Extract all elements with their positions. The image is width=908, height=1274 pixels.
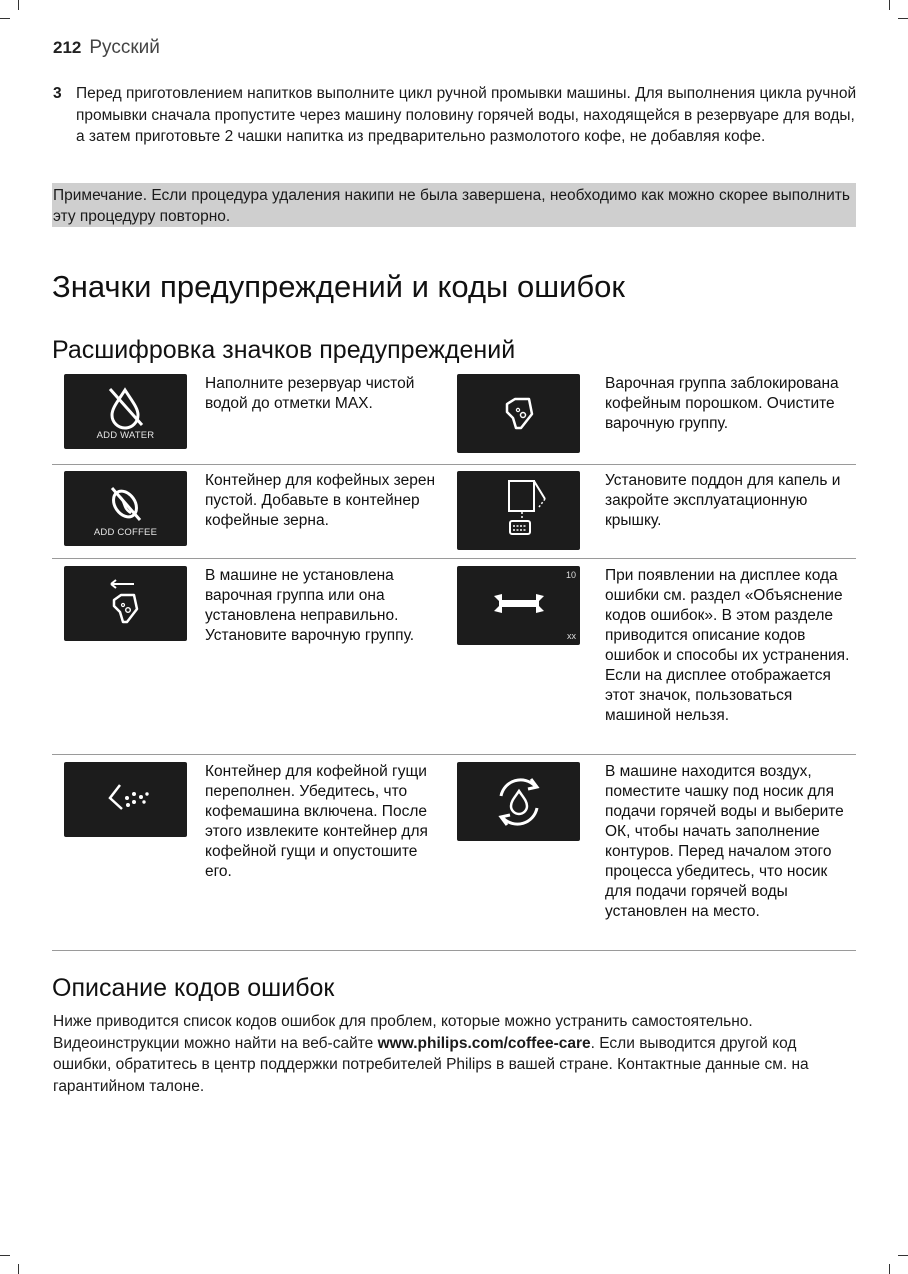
warning-icon-box [64, 762, 187, 837]
page-number: 212 [53, 38, 82, 57]
subsection-warnings-title: Расшифровка значков предупреждений [52, 336, 516, 364]
warning-text: Контейнер для кофейных зерен пустой. Добавьте в контейнер кофейные зерна. [205, 472, 436, 529]
warning-text: Наполните резервуар чистой водой до отметки MAX. [205, 375, 415, 412]
crop-mark [898, 1255, 908, 1256]
warning-icon-box [457, 762, 580, 841]
table-row [52, 559, 856, 755]
step-text: Перед приготовлением напитков выполните цикл ручной промывки машины. Для выполнения цикла ручной промывки сначала пропустите через машину половину горячей воды, находящейся в резервуаре для воды, а затем приготовьте 2 чашки напитка из предварительно размолотого кофе, не добавляя кофе. [76, 85, 857, 145]
table-row [52, 465, 856, 559]
warning-icon-box [457, 471, 580, 550]
icon-corner-code: xx [567, 631, 576, 641]
wrench-icon [457, 566, 580, 645]
icon-corner-code: 10 [565, 570, 576, 580]
language-label: Русский [89, 37, 160, 58]
icon-label: ADD COFFEE [93, 527, 158, 538]
table-row [52, 755, 856, 951]
errors-paragraph-part1: Ниже приводится список кодов ошибок для проблем, которые можно устранить самостоятельно. Видеоинструкции можно найти на веб-сайте [53, 1013, 753, 1052]
page-header [53, 37, 160, 59]
insert-brew-group-icon [64, 566, 187, 641]
warning-icon-box [64, 374, 187, 449]
warning-icons-table [52, 369, 856, 951]
warning-icon-box [457, 374, 580, 453]
step-number: 3 [53, 85, 62, 102]
section-title: Значки предупреждений и коды ошибок [52, 269, 625, 304]
warning-text: В машине находится воздух, поместите чашку под носик для подачи горячей воды и выберите ОК, чтобы начать заполнение контуров. Перед началом этого процесса убедитесь, что носик для подачи горячей воды установлен на место. [605, 763, 844, 920]
warning-text: Контейнер для кофейной гущи переполнен. Убедитесь, что кофемашина включена. После этого извлеките контейнер для кофейной гущи и опустошите его. [205, 763, 428, 880]
subsection-errors-title: Описание кодов ошибок [52, 974, 335, 1002]
crop-mark [889, 0, 890, 10]
warning-icon-box [64, 566, 187, 641]
drip-tray-door-icon [457, 471, 580, 550]
table-row [52, 369, 856, 465]
air-in-circuit-icon [457, 762, 580, 841]
icon-label: ADD WATER [96, 430, 155, 441]
warning-text: В машине не установлена варочная группа или она установлена неправильно. Установите варочную группу. [205, 567, 415, 644]
step-3 [53, 83, 858, 148]
coffee-care-link[interactable]: www.philips.com/coffee-care [377, 1034, 591, 1052]
crop-mark [0, 18, 10, 19]
crop-mark [0, 1255, 10, 1256]
warning-icon-box [64, 471, 187, 546]
crop-mark [18, 0, 19, 10]
warning-text: При появлении на дисплее кода ошибки см. раздел «Объяснение кодов ошибок». В этом разделе приводится описание кодов ошибок и способы их устранения. Если на дисплее отображается этот значок, пользоваться машиной нельзя. [605, 567, 850, 724]
note-box: Примечание. Если процедура удаления накипи не была завершена, необходимо как можно скорее выполнить эту процедуру повторно. [52, 183, 856, 227]
coffee-grounds-full-icon [64, 762, 187, 837]
warning-text: Варочная группа заблокирована кофейным порошком. Очистите варочную группу. [605, 375, 839, 432]
crop-mark [18, 1264, 19, 1274]
crop-mark [898, 18, 908, 19]
crop-mark [889, 1264, 890, 1274]
warning-text: Установите поддон для капель и закройте эксплуатационную крышку. [605, 472, 841, 529]
errors-paragraph [53, 1011, 858, 1097]
warning-icon-box [457, 566, 580, 645]
brew-group-blocked-icon [457, 374, 580, 453]
errors-paragraph-part2: . Если выводится другой код ошибки, обратитесь в центр поддержки потребителей Philips в вашей стране. Контактные данные см. на гарантийном талоне. [53, 1034, 809, 1095]
